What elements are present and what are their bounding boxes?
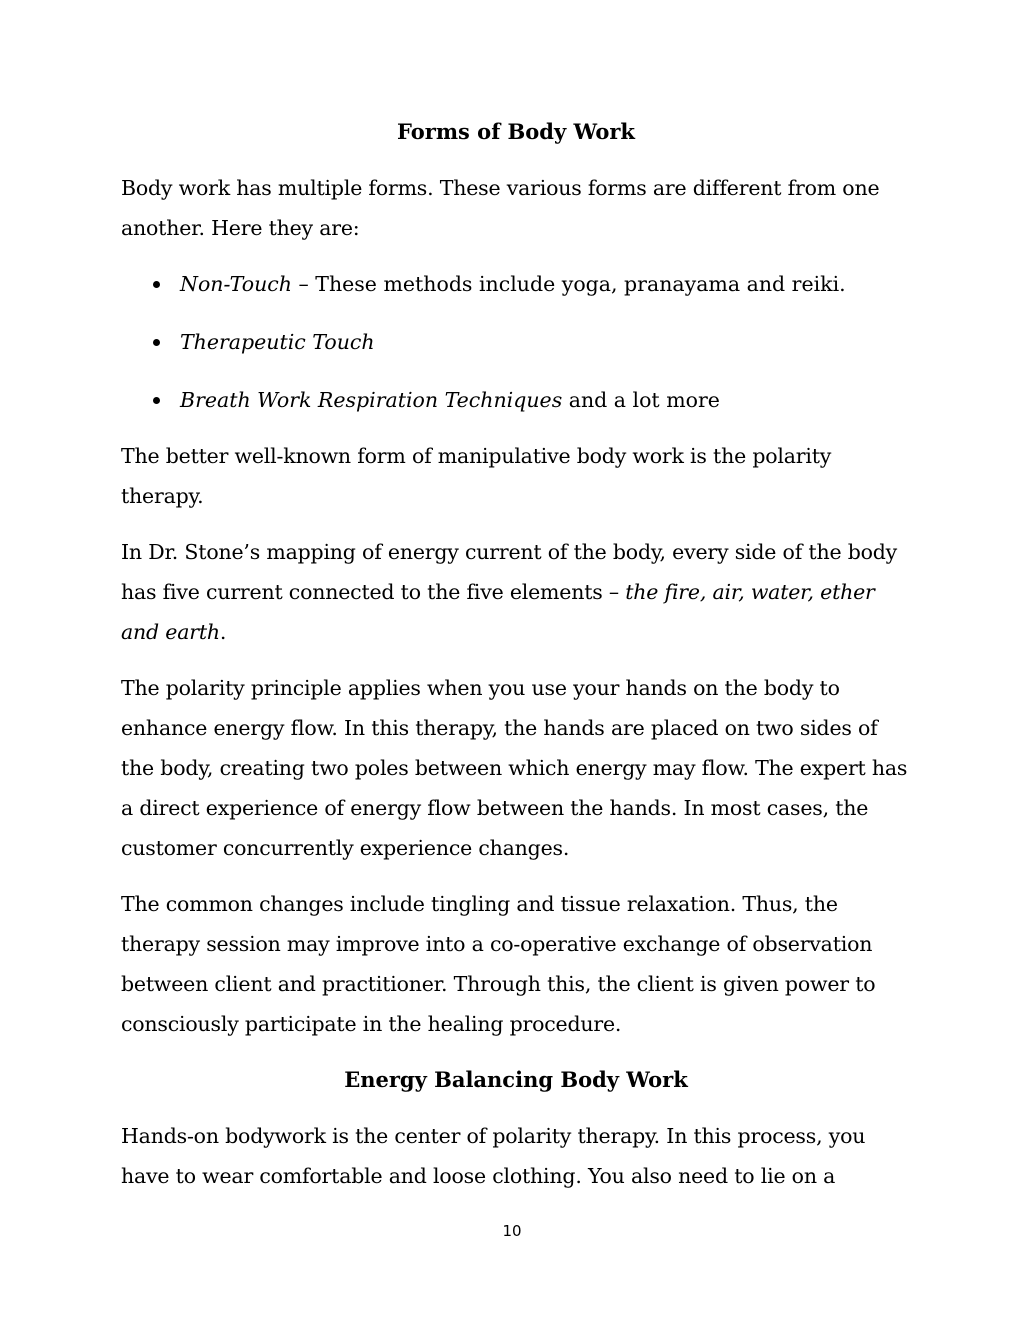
- bullet-text: and a lot more: [562, 388, 720, 412]
- document-page: [121, 112, 911, 1212]
- stone-text: In Dr. Stone’s mapping of energy current of the body, every side of the body has five current connected to the five elements –: [121, 540, 898, 604]
- page-number: 10: [502, 1222, 522, 1240]
- bullet-icon: [153, 397, 160, 404]
- elements-list-text: the fire, air, water, ether and earth: [121, 580, 875, 644]
- list-item: [121, 380, 911, 420]
- principle-paragraph: The polarity principle applies when you use your hands on the body to enhance energy flow. In this therapy, the hands are placed on two sides of the body, creating two poles between which energy may flow. The expert has a direct experience of energy flow between the hands. In most cases, the customer concurrently experience changes.: [121, 676, 908, 860]
- list-item: [121, 264, 911, 304]
- polarity-paragraph: The better well-known form of manipulative body work is the polarity therapy.: [121, 444, 832, 508]
- intro-paragraph: Body work has multiple forms. These various forms are different from one another. Here they are:: [121, 176, 880, 240]
- stone-paragraph: [121, 532, 911, 652]
- bullet-term: Breath Work Respiration Techniques: [180, 388, 563, 412]
- bullet-text: – These methods include yoga, pranayama and reiki.: [292, 272, 846, 296]
- bullet-term: Non-Touch: [180, 272, 292, 296]
- handson-paragraph: Hands-on bodywork is the center of polarity therapy. In this process, you have to wear comfortable and loose clothing. You also need to lie on a: [121, 1124, 866, 1188]
- changes-paragraph: The common changes include tingling and tissue relaxation. Thus, the therapy session may improve into a co-operative exchange of observation between client and practitioner. Through this, the client is given power to consciously participate in the healing procedure.: [121, 892, 876, 1036]
- list-item: [121, 322, 911, 362]
- section-heading-forms: Forms of Body Work: [397, 119, 635, 144]
- section-heading-energy-balancing: Energy Balancing Body Work: [344, 1067, 688, 1092]
- forms-bullet-list: [121, 264, 911, 420]
- bullet-icon: [153, 281, 160, 288]
- bullet-icon: [153, 339, 160, 346]
- stone-end: .: [219, 620, 227, 644]
- bullet-term: Therapeutic Touch: [180, 330, 375, 354]
